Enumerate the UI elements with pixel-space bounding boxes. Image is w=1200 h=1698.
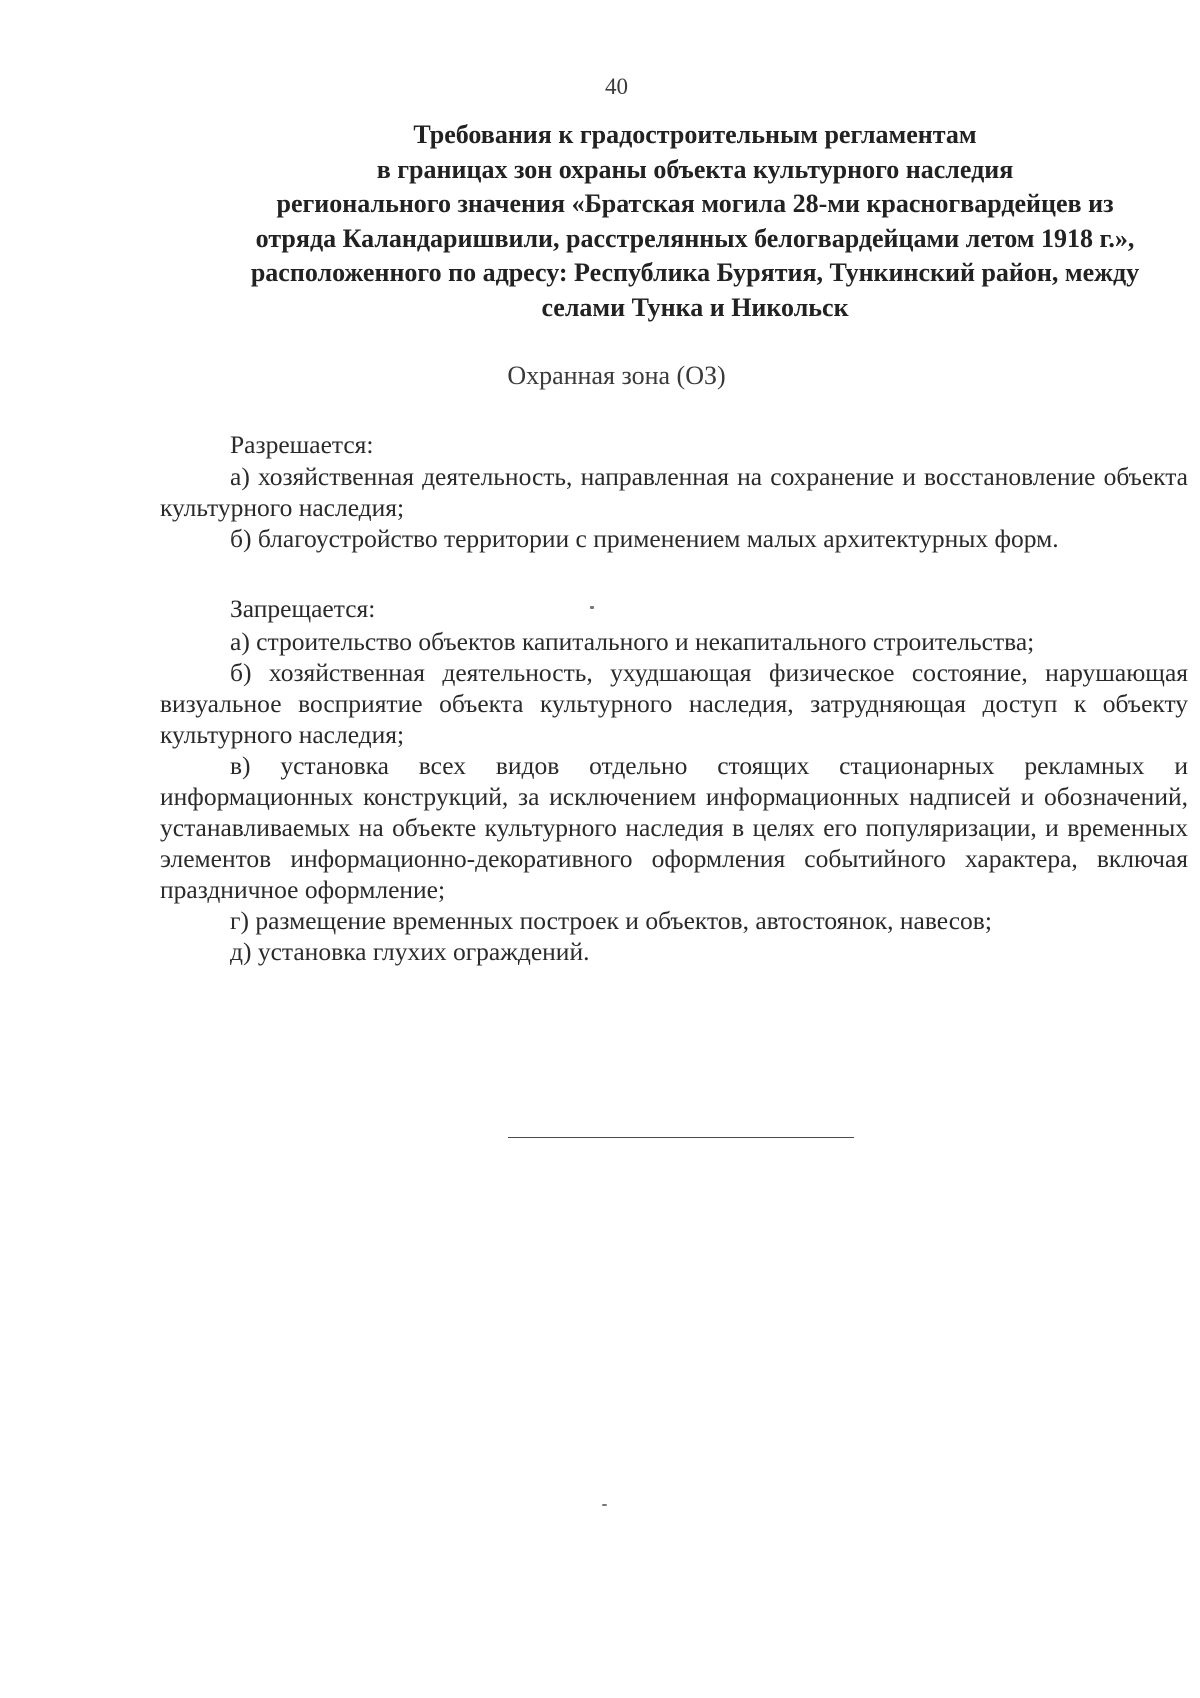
closing-rule bbox=[508, 1137, 854, 1138]
prohibited-item: в) установка всех видов отдельно стоящих стационарных рекламных и информационных конструкций, за исключением информационных надписей и обозначений, устанавливаемых на объекте культурного наследия в целях его популяризации, и временных элементов информационно-декоративного оформления событийного характера, включая праздничное оформление; bbox=[160, 751, 1188, 904]
prohibited-label: Запрещается: bbox=[230, 594, 376, 623]
scan-speck bbox=[590, 606, 594, 609]
title-line: Требования к градостроительным регламентам bbox=[413, 120, 977, 149]
prohibited-item: д) установка глухих ограждений. bbox=[230, 937, 590, 966]
prohibited-item: г) размещение временных построек и объектов, автостоянок, навесов; bbox=[230, 906, 992, 935]
allowed-item: б) благоустройство территории с применением малых архитектурных форм. bbox=[230, 524, 1059, 553]
title-line: селами Тунка и Никольск bbox=[541, 292, 849, 322]
allowed-item: а) хозяйственная деятельность, направленная на сохранение и восстановление объекта культурного наследия; bbox=[160, 462, 1188, 522]
allowed-label: Разрешается: bbox=[230, 430, 374, 459]
prohibited-item: б) хозяйственная деятельность, ухудшающая физическое состояние, нарушающая визуальное восприятие объекта культурного наследия, затрудняющая доступ к объекту культурного наследия; bbox=[160, 658, 1188, 749]
prohibited-list bbox=[160, 626, 1188, 967]
title-line: расположенного по адресу: Республика Бурятия, Тункинский район, между bbox=[250, 258, 1140, 287]
title-line: отряда Каландаришвили, расстрелянных белогвардейцами летом 1918 г.», bbox=[255, 223, 1135, 253]
page-number: 40 bbox=[605, 74, 628, 99]
document-title bbox=[150, 118, 1200, 325]
scan-speck bbox=[602, 1504, 607, 1506]
prohibited-item: а) строительство объектов капитального и некапитального строительства; bbox=[230, 627, 1035, 656]
title-line: в границах зон охраны объекта культурного наследия bbox=[376, 154, 1014, 184]
allowed-list bbox=[160, 461, 1188, 554]
title-line: регионального значения «Братская могила 28-ми красногвардейцев из bbox=[276, 189, 1114, 218]
zone-title: Охранная зона (ОЗ) bbox=[507, 361, 726, 390]
